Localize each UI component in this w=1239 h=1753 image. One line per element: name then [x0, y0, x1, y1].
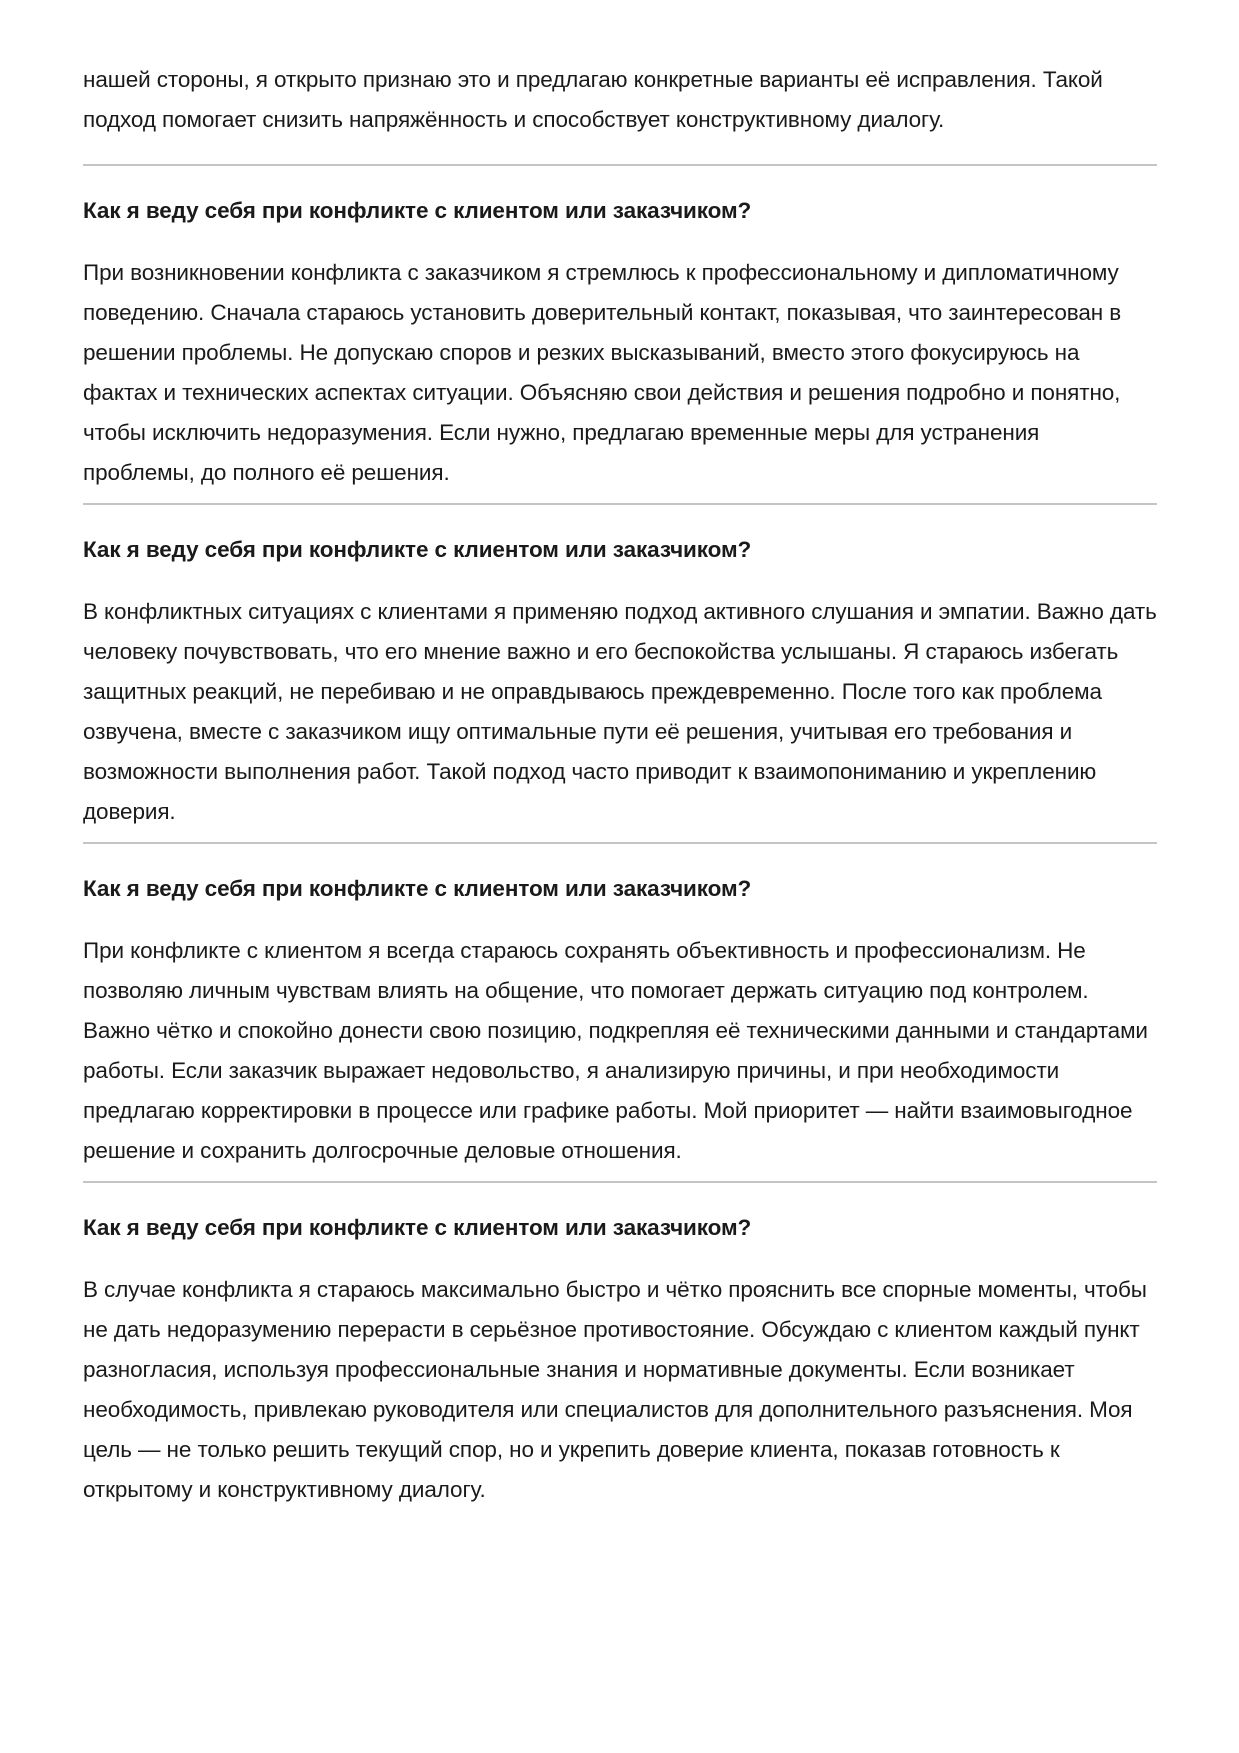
qa-section-4	[83, 1183, 1157, 1510]
section-answer: При конфликте с клиентом я всегда стараюсь сохранять объективность и профессионализм. Не позволяю личным чувствам влиять на общение, что помогает держать ситуацию под контролем. Важно чётко и спокойно донести свою позицию, подкрепляя её техническими данными и стандартами работы. Если заказчик выражает недовольство, я анализирую причины, и при необходимости предлагаю корректировки в процессе или графике работы. Мой приоритет — найти взаимовыгодное решение и сохранить долгосрочные деловые отношения.	[83, 938, 1148, 1163]
section-answer: При возникновении конфликта с заказчиком я стремлюсь к профессиональному и дипломатичному поведению. Сначала стараюсь установить доверительный контакт, показывая, что заинтересован в решении проблемы. Не допускаю споров и резких высказываний, вместо этого фокусируюсь на фактах и технических аспектах ситуации. Объясняю свои действия и решения подробно и понятно, чтобы исключить недоразумения. Если нужно, предлагаю временные меры для устранения проблемы, до полного её решения.	[83, 260, 1122, 485]
section-question: Как я веду себя при конфликте с клиентом или заказчиком?	[83, 198, 752, 223]
section-question: Как я веду себя при конфликте с клиентом или заказчиком?	[83, 1215, 752, 1240]
section-answer: В случае конфликта я стараюсь максимально быстро и чётко прояснить все спорные моменты, чтобы не дать недоразумению перерасти в серьёзное противостояние. Обсуждаю с клиентом каждый пункт разногласия, используя профессиональные знания и нормативные документы. Если возникает необходимость, привлекаю руководителя или специалистов для дополнительного разъяснения. Моя цель — не только решить текущий спор, но и укрепить доверие клиента, показав готовность к открытому и конструктивному диалогу.	[83, 1277, 1147, 1502]
qa-section-2	[83, 505, 1157, 832]
section-answer: В конфликтных ситуациях с клиентами я применяю подход активного слушания и эмпатии. Важно дать человеку почувствовать, что его мнение важно и его беспокойства услышаны. Я стараюсь избегать защитных реакций, не перебиваю и не оправдываюсь преждевременно. После того как проблема озвучена, вместе с заказчиком ищу оптимальные пути её решения, учитывая его требования и возможности выполнения работ. Такой подход часто приводит к взаимопониманию и укреплению доверия.	[83, 599, 1157, 824]
qa-section-1	[83, 166, 1157, 493]
section-question: Как я веду себя при конфликте с клиентом или заказчиком?	[83, 876, 752, 901]
section-question: Как я веду себя при конфликте с клиентом или заказчиком?	[83, 537, 752, 562]
qa-section-3	[83, 844, 1157, 1171]
document-page	[83, 0, 1157, 1510]
lead-paragraph: нашей стороны, я открыто признаю это и предлагаю конкретные варианты её исправления. Такой подход помогает снизить напряжённость и способствует конструктивному диалогу.	[83, 67, 1103, 132]
